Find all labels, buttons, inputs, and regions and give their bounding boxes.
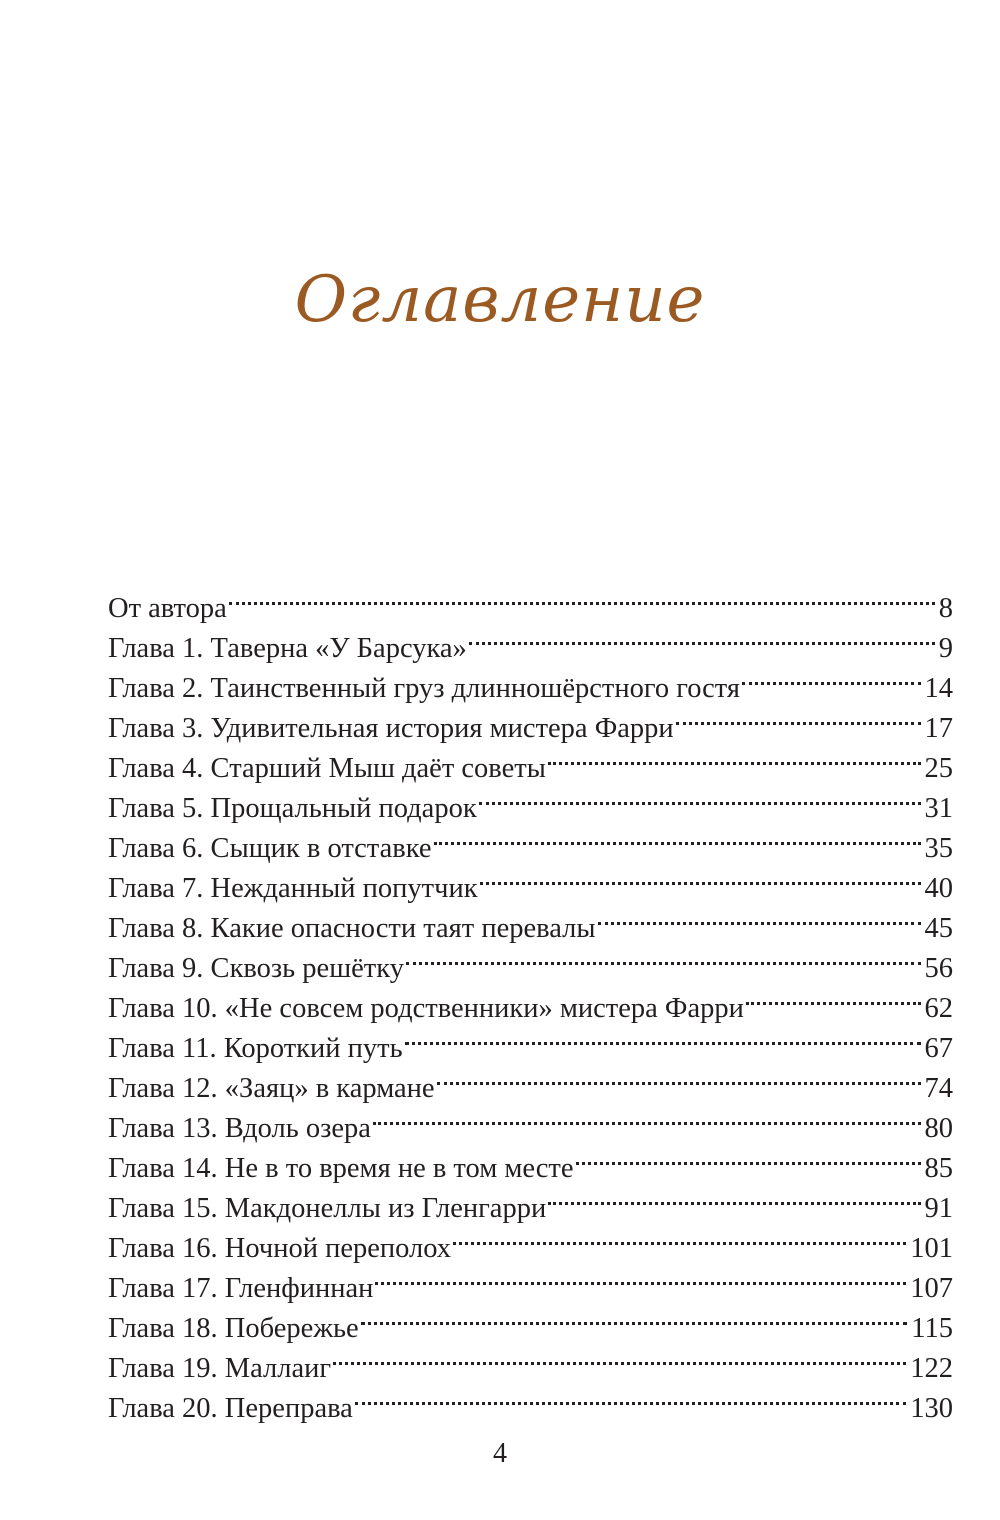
toc-entry-title: Глава 3. Удивительная история мистера Фарри [108, 713, 674, 744]
toc-entry-title: Глава 16. Ночной переполох [108, 1233, 452, 1264]
toc-entry-title: Глава 1. Таверна «У Барсука» [108, 633, 467, 664]
toc-entry-page: 62 [924, 993, 953, 1024]
dot-leader [742, 657, 921, 697]
toc-entry-title: Глава 14. Не в то время не в том месте [108, 1153, 574, 1184]
dot-leader [479, 777, 921, 817]
dot-leader [480, 857, 921, 897]
toc-entry-title: Глава 17. Гленфиннан [108, 1273, 374, 1304]
toc-entry-title: Глава 12. «Заяц» в кармане [108, 1073, 435, 1104]
dot-leader [576, 1137, 921, 1177]
dot-leader [453, 1217, 906, 1257]
toc-heading: Оглавление [294, 263, 706, 337]
toc-entry-page: 40 [924, 873, 953, 904]
dot-leader [548, 1177, 920, 1217]
toc-entry-title: От автора [108, 593, 227, 624]
dot-leader [434, 817, 921, 857]
toc-entry [108, 617, 953, 664]
toc-list [108, 577, 953, 1424]
toc-entry-title: Глава 11. Короткий путь [108, 1033, 403, 1064]
toc-entry-page: 85 [924, 1153, 953, 1184]
toc-entry-title: Глава 15. Макдонеллы из Гленгарри [108, 1193, 547, 1224]
toc-entry-page: 67 [924, 1033, 953, 1064]
toc-entry-title: Глава 2. Таинственный груз длинношёрстного гостя [108, 673, 740, 704]
dot-leader [405, 1017, 921, 1057]
toc-entry-page: 101 [910, 1233, 953, 1264]
dot-leader [676, 697, 921, 737]
toc-entry-title: Глава 19. Маллаиг [108, 1353, 332, 1384]
dot-leader [229, 577, 935, 617]
dot-leader [469, 617, 935, 657]
toc-entry-title: Глава 8. Какие опасности таят перевалы [108, 913, 596, 944]
toc-entry-page: 130 [910, 1393, 953, 1424]
dot-leader [333, 1337, 906, 1377]
toc-entry-title: Глава 9. Сквозь решётку [108, 953, 404, 984]
toc-entry-page: 80 [924, 1113, 953, 1144]
toc-entry-page: 56 [924, 953, 953, 984]
toc-entry-title: Глава 4. Старший Мыш даёт советы [108, 753, 546, 784]
toc-entry-title: Глава 18. Побережье [108, 1313, 359, 1344]
toc-entry-page: 17 [924, 713, 953, 744]
toc-entry-page: 14 [924, 673, 953, 704]
toc-entry-title: Глава 20. Переправа [108, 1393, 353, 1424]
toc-entry-page: 9 [938, 633, 953, 664]
toc-entry-page: 8 [938, 593, 953, 624]
dot-leader [548, 737, 921, 777]
toc-entry-page: 91 [924, 1193, 953, 1224]
toc-entry-page: 74 [924, 1073, 953, 1104]
toc-entry-page: 31 [924, 793, 953, 824]
dot-leader [361, 1297, 908, 1337]
dot-leader [406, 937, 921, 977]
toc-entry-page: 25 [924, 753, 953, 784]
toc-entry-title: Глава 7. Нежданный попутчик [108, 873, 478, 904]
dot-leader [598, 897, 921, 937]
toc-entry [108, 577, 953, 624]
dot-leader [437, 1057, 921, 1097]
toc-entry-page: 122 [910, 1353, 953, 1384]
toc-entry-page: 107 [910, 1273, 953, 1304]
dot-leader [375, 1257, 906, 1297]
toc-entry-page: 115 [911, 1313, 953, 1344]
dot-leader [373, 1097, 921, 1137]
toc-entry-title: Глава 6. Сыщик в отставке [108, 833, 432, 864]
page-number: 4 [493, 1438, 507, 1469]
toc-entry-title: Глава 5. Прощальный подарок [108, 793, 477, 824]
dot-leader [355, 1377, 906, 1417]
toc-entry-title: Глава 13. Вдоль озера [108, 1113, 371, 1144]
dot-leader [746, 977, 921, 1017]
toc-entry-page: 35 [924, 833, 953, 864]
toc-entry-page: 45 [924, 913, 953, 944]
toc-entry-title: Глава 10. «Не совсем родственники» мистера Фарри [108, 993, 744, 1024]
